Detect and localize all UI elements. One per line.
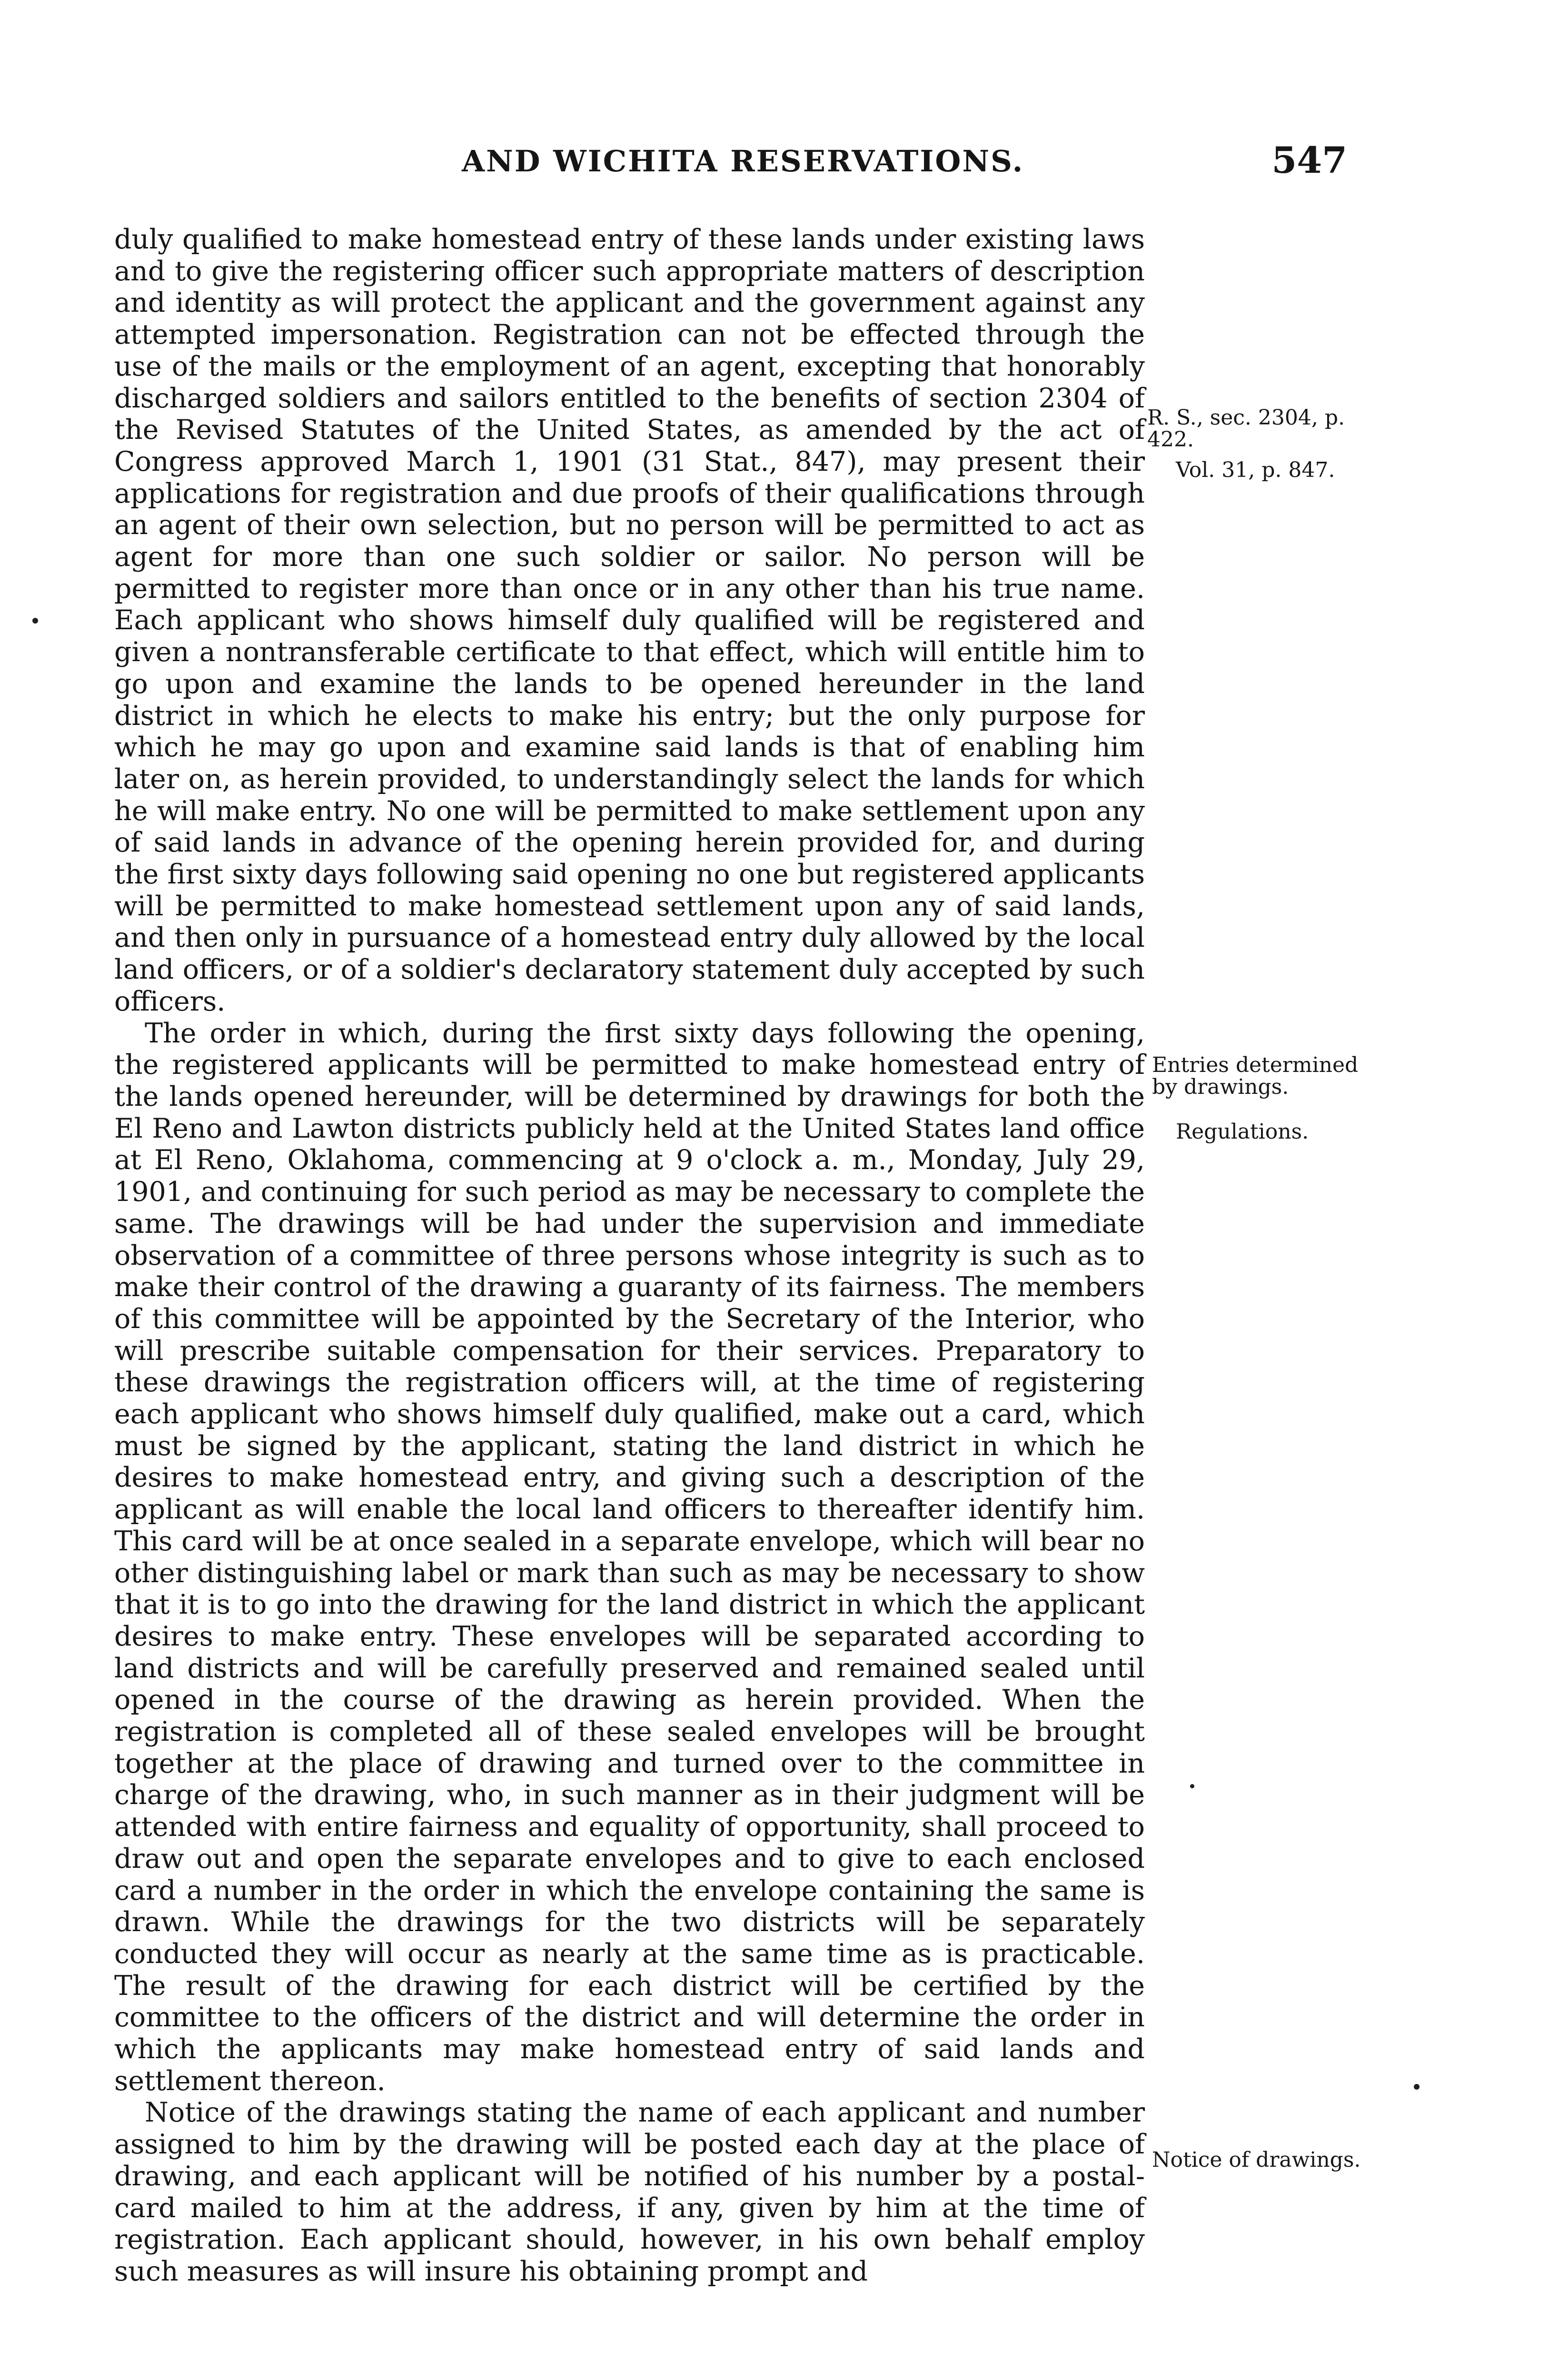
running-title: AND WICHITA RESERVATIONS. bbox=[462, 144, 1024, 178]
scan-speck-right-upper bbox=[1190, 1784, 1194, 1788]
page-header bbox=[114, 139, 1347, 191]
margin-note-regulations: Regulations. bbox=[1176, 1120, 1309, 1144]
scan-speck-left bbox=[32, 618, 38, 624]
margin-note-vol-citation: Vol. 31, p. 847. bbox=[1176, 458, 1335, 482]
body-text bbox=[114, 224, 1145, 2288]
scan-speck-right-lower bbox=[1414, 2084, 1420, 2090]
margin-note-rs-citation: R. S., sec. 2304, p. 422. bbox=[1147, 406, 1345, 452]
margin-note-notice: Notice of drawings. bbox=[1152, 2148, 1361, 2172]
page-number: 547 bbox=[1271, 139, 1347, 181]
paragraph-drawings: The order in which, during the first sixty days following the opening, the registered applicants will be permitted to make homestead entry of the lands opened hereunder, will be determined by drawings for both the El Reno and Lawton districts publicly held at the United States land office at El Reno, Oklahoma, commencing at 9 o'clock a. m., Monday, July 29, 1901, and continuing for such period as may be necessary to complete the same. The drawings will be had under the supervision and immediate observation of a committee of three persons whose integrity is such as to make their control of the drawing a guaranty of its fairness. The members of this committee will be appointed by the Secretary of the Interior, who will prescribe suitable compensation for their services. Preparatory to these drawings the registration officers will, at the time of registering each applicant who shows himself duly qualified, make out a card, which must be signed by the applicant, stating the land district in which he desires to make homestead entry, and giving such a description of the applicant as will enable the local land officers to thereafter identify him. This card will be at once sealed in a separate envelope, which will bear no other distinguishing label or mark than such as may be necessary to show that it is to go into the drawing for the land district in which the applicant desires to make entry. These envelopes will be separated according to land districts and will be carefully preserved and remained sealed until opened in the course of the drawing as herein provided. When the registration is completed all of these sealed envelopes will be brought together at the place of drawing and turned over to the committee in charge of the drawing, who, in such manner as in their judgment will be attended with entire fairness and equality of opportunity, shall proceed to draw out and open the separate envelopes and to give to each enclosed card a number in the order in which the envelope containing the same is drawn. While the drawings for the two districts will be separately conducted they will occur as nearly at the same time as is practicable. The result of the drawing for each district will be certified by the committee to the officers of the district and will determine the order in which the applicants may make homestead entry of said lands and settlement thereon. bbox=[114, 1017, 1145, 2097]
paragraph-registration: duly qualified to make homestead entry of these lands under existing laws and to give the registering officer such appropriate matters of description and identity as will protect the applicant and the government against any attempted impersonation. Registration can not be effected through the use of the mails or the employment of an agent, excepting that honorably discharged soldiers and sailors entitled to the benefits of section 2304 of the Revised Statutes of the United States, as amended by the act of Congress approved March 1, 1901 (31 Stat., 847), may present their applications for registration and due proofs of their qualifications through an agent of their own selection, but no person will be permitted to act as agent for more than one such soldier or sailor. No person will be permitted to register more than once or in any other than his true name. Each applicant who shows himself duly qualified will be registered and given a nontransferable certificate to that effect, which will entitle him to go upon and examine the lands to be opened hereunder in the land district in which he elects to make his entry; but the only purpose for which he may go upon and examine said lands is that of enabling him later on, as herein provided, to understandingly select the lands for which he will make entry. No one will be permitted to make settlement upon any of said lands in advance of the opening herein provided for, and during the first sixty days following said opening no one but registered applicants will be permitted to make homestead settlement upon any of said lands, and then only in pursuance of a homestead entry duly allowed by the local land officers, or of a soldier's declaratory statement duly accepted by such officers. bbox=[114, 224, 1145, 1017]
margin-note-entries: Entries determined by drawings. bbox=[1152, 1053, 1359, 1099]
paragraph-notice: Notice of the drawings stating the name of each applicant and number assigned to him by the drawing will be posted each day at the place of drawing, and each applicant will be notified of his number by a postal-card mailed to him at the address, if any, given by him at the time of registration. Each applicant should, however, in his own behalf employ such measures as will insure his obtaining prompt and bbox=[114, 2097, 1145, 2287]
